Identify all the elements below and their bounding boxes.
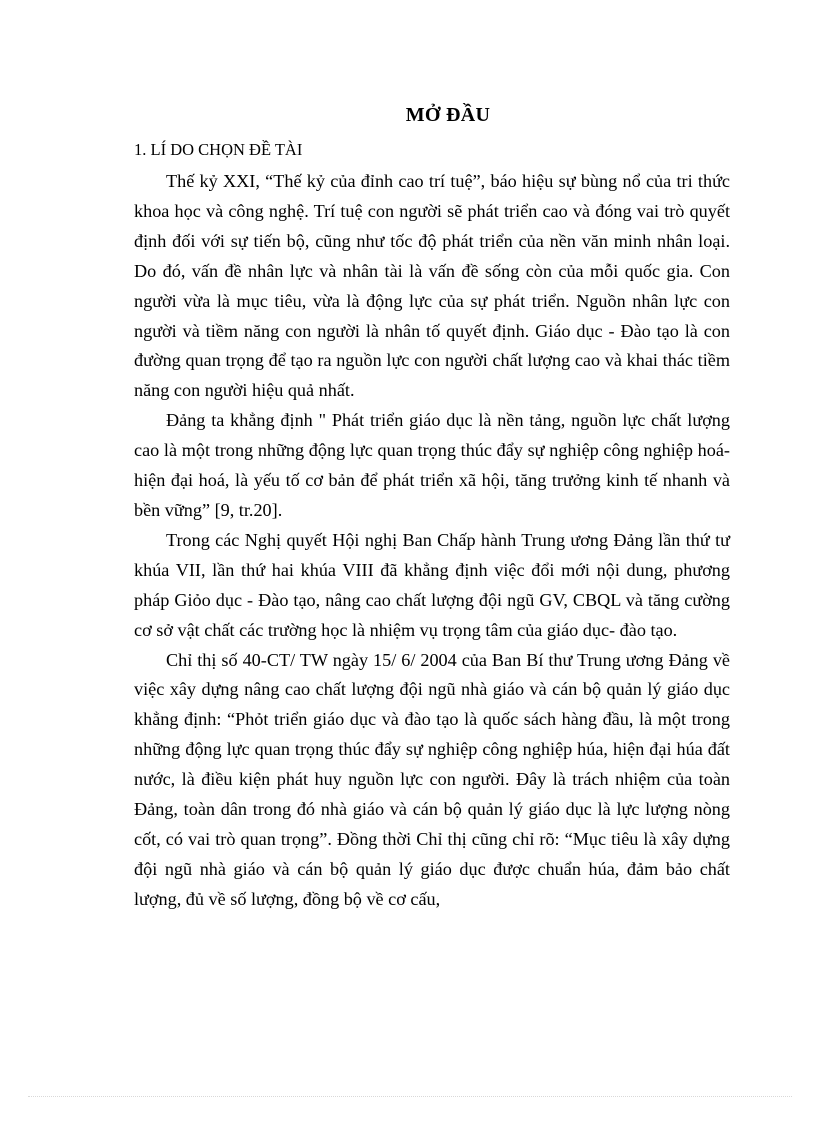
paragraph: Chỉ thị số 40-CT/ TW ngày 15/ 6/ 2004 của Ban Bí thư Trung ương Đảng về việc xây dựng nâng cao chất lượng đội ngũ nhà giáo và cán bộ quản lý giáo dục khẳng định: “Phỏt triển giáo dục và đào tạo là quốc sách hàng đầu, là một trong những động lực quan trọng thúc đẩy sự nghiệp công nghiệp húa, hiện đại húa đất nước, là điều kiện phát huy nguồn lực con người. Đây là trách nhiệm của toàn Đảng, toàn dân trong đó nhà giáo và cán bộ quản lý giáo dục là lực lượng nòng cốt, có vai trò quan trọng”. Đồng thời Chỉ thị cũng chỉ rõ: “Mục tiêu là xây dựng đội ngũ nhà giáo và cán bộ quản lý giáo dục được chuẩn húa, đảm bảo chất lượng, đủ về số lượng, đồng bộ về cơ cấu, bbox=[134, 649, 730, 909]
paragraph: Thế kỷ XXI, “Thế kỷ của đỉnh cao trí tuệ”, báo hiệu sự bùng nổ của tri thức khoa học và công nghệ. Trí tuệ con người sẽ phát triển cao và đóng vai trò quyết định đối với sự tiến bộ, cũng như tốc độ phát triển của nền văn minh nhân loại. Do đó, vấn đề nhân lực và nhân tài là vấn đề sống còn của mỗi quốc gia. Con người vừa là mục tiêu, vừa là động lực của sự phát triển. Nguồn nhân lực con người và tiềm năng con người là nhân tố quyết định. Giáo dục - Đào tạo là con đường quan trọng để tạo ra nguồn lực con người chất lượng cao và khai thác tiềm năng con người hiệu quả nhất. bbox=[134, 171, 730, 401]
page-bottom-divider bbox=[28, 1096, 792, 1097]
body-text bbox=[134, 167, 730, 915]
page-title: MỞ ĐẦU bbox=[405, 104, 491, 126]
paragraph: Đảng ta khẳng định " Phát triển giáo dục là nền tảng, nguồn lực chất lượng cao là một trong những động lực quan trọng thúc đẩy sự nghiệp công nghiệp hoá- hiện đại hoá, là yếu tố cơ bản để phát triển xã hội, tăng trưởng kinh tế nhanh và bền vững” [9, tr.20]. bbox=[134, 410, 730, 520]
section-heading: 1. LÍ DO CHỌN ĐỀ TÀI bbox=[134, 140, 303, 159]
paragraph: Trong các Nghị quyết Hội nghị Ban Chấp hành Trung ương Đảng lần thứ tư khúa VII, lần thứ hai khúa VIII đã khẳng định việc đổi mới nội dung, phương pháp Giỏo dục - Đào tạo, nâng cao chất lượng đội ngũ GV, CBQL và tăng cường cơ sở vật chất các trường học là nhiệm vụ trọng tâm của giáo dục- đào tạo. bbox=[134, 529, 730, 640]
